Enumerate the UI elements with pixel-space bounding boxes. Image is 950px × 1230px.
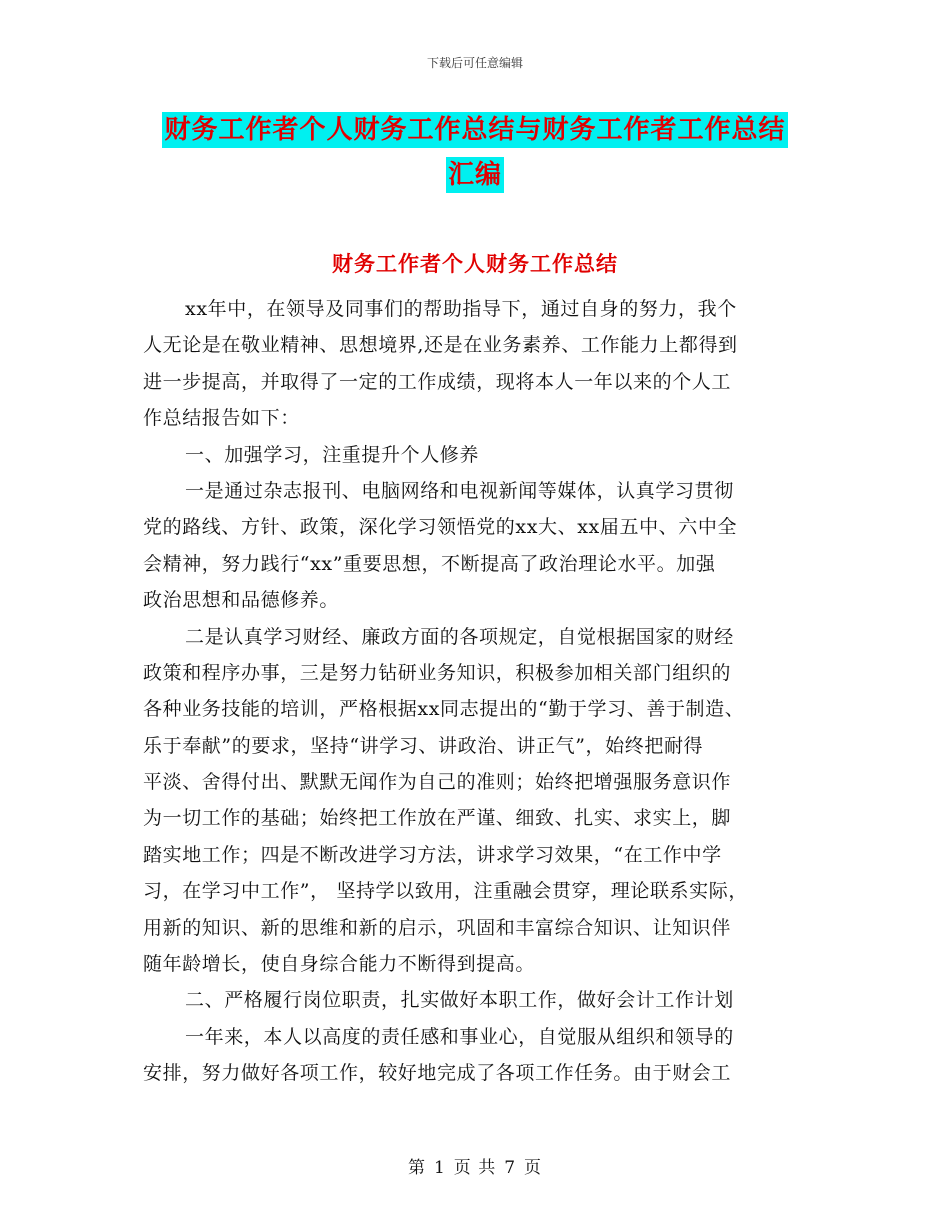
body-line: 为一切工作的基础；始终把工作放在严谨、细致、扎实、求实上，脚 bbox=[143, 807, 732, 830]
body-line: xx年中，在领导及同事们的帮助指导下，通过自身的努力，我个 bbox=[185, 298, 737, 320]
document-title-line-1 bbox=[0, 112, 950, 148]
body-line: 一是通过杂志报刊、电脑网络和电视新闻等媒体，认真学习贯彻 bbox=[185, 479, 734, 502]
body-line: 各种业务技能的培训，严格根据xx同志提出的“勤于学习、善于制造、 bbox=[143, 698, 745, 721]
body-line: 安排，努力做好各项工作，较好地完成了各项工作任务。由于财会工 bbox=[143, 1062, 732, 1085]
footer-current-page: 1 bbox=[433, 1158, 446, 1178]
footer-total-pages: 7 bbox=[504, 1158, 517, 1178]
body-line: 政策和程序办事，三是努力钻研业务知识，积极参加相关部门组织的 bbox=[143, 661, 732, 684]
footer-middle: 页 共 bbox=[453, 1158, 497, 1178]
body-line: 作总结报告如下： bbox=[143, 407, 300, 430]
body-line: 人无论是在敬业精神、思想境界,还是在业务素养、工作能力上都得到 bbox=[143, 334, 738, 357]
body-line: 平淡、舍得付出、默默无闻作为自己的准则；始终把增强服务意识作 bbox=[143, 771, 732, 794]
body-line: 会精神，努力践行“xx”重要思想，不断提高了政治理论水平。加强 bbox=[143, 552, 716, 575]
body-line: 一年来，本人以高度的责任感和事业心，自觉服从组织和领导的 bbox=[185, 1025, 734, 1048]
body-line: 党的路线、方针、政策，深化学习领悟党的xx大、xx届五中、六中全 bbox=[143, 516, 738, 539]
body-line: 随年龄增长，使自身综合能力不断得到提高。 bbox=[143, 953, 536, 976]
body-heading: 二、严格履行岗位职责，扎实做好本职工作，做好会计工作计划 bbox=[185, 989, 734, 1012]
body-heading: 一、加强学习，注重提升个人修养 bbox=[185, 443, 480, 466]
body-line: 踏实地工作；四是不断改进学习方法，讲求学习效果，“在工作中学 bbox=[143, 843, 722, 866]
header-note: 下载后可任意编辑 bbox=[426, 56, 523, 70]
page-footer bbox=[0, 1153, 950, 1178]
footer-prefix: 第 bbox=[407, 1158, 426, 1178]
body-line: 用新的知识、新的思维和新的启示，巩固和丰富综合知识、让知识伴 bbox=[143, 916, 732, 939]
body-line: 习，在学习中工作”， 坚持学以致用，注重融会贯穿，理论联系实际， bbox=[143, 880, 748, 903]
document-body bbox=[143, 291, 813, 1092]
section-title: 财务工作者个人财务工作总结 bbox=[332, 251, 618, 276]
body-line: 进一步提高，并取得了一定的工作成绩，现将本人一年以来的个人工 bbox=[143, 370, 732, 393]
document-title-line-2 bbox=[0, 157, 950, 193]
body-line: 二是认真学习财经、廉政方面的各项规定，自觉根据国家的财经 bbox=[185, 625, 734, 648]
footer-suffix: 页 bbox=[524, 1158, 543, 1178]
body-line: 政治思想和品德修养。 bbox=[143, 589, 340, 612]
title-text-1: 财务工作者个人财务工作总结与财务工作者工作总结 bbox=[162, 112, 787, 148]
title-text-2: 汇编 bbox=[446, 157, 504, 193]
body-line: 乐于奉献”的要求，坚持“讲学习、讲政治、讲正气”，始终把耐得 bbox=[143, 734, 704, 757]
